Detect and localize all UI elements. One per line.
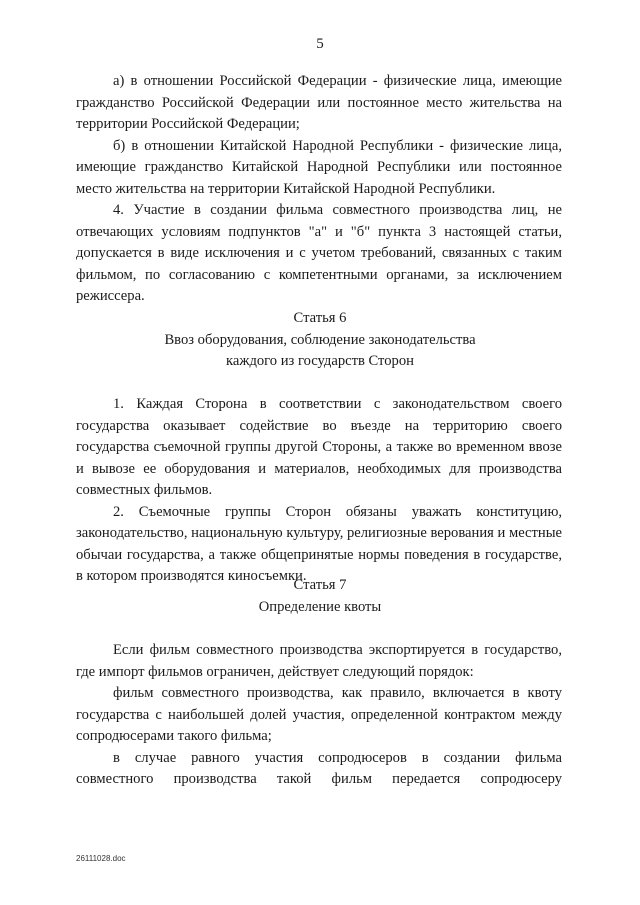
paragraph-subitem-b: б) в отношении Китайской Народной Республики - физические лица, имеющие гражданство Китайской Народной Республики или постоянное место жительства на территории Китайской Народной Республики. [76,137,562,197]
paragraph-item-4: 4. Участие в создании фильма совместного производства лиц, не отвечающих условиям подпунктов "а" и "б" пункта 3 настоящей статьи, допускается в виде исключения и с учетом требований, связанных с таким фильмом, по согласованию с компетентными органами, за исключением режиссера. [76,202,562,304]
article7-paragraph-2: фильм совместного производства, как правило, включается в квоту государства с наибольшей долей участия, определенной контрактом между сопродюсерами такого фильма; [76,685,562,744]
document-filename: 26111028.doc [76,854,126,863]
article6-title-line1: Ввоз оборудования, соблюдение законодательства [164,332,476,348]
article7-body [76,640,562,791]
article6-body [76,394,562,588]
article7-title: Определение квоты [258,599,382,615]
article7-paragraph-1: Если фильм совместного производства экспортируется в государство, где импорт фильмов ограничен, действует следующий порядок: [76,642,562,680]
article7-paragraph-3: в случае равного участия сопродюсеров в создании фильма совместного производства такой фильм передается сопродюсеру [76,749,562,787]
article6-number: Статья 6 [293,310,347,326]
article6-title-line2: каждого из государств Сторон [226,353,414,369]
article6-paragraph-1: 1. Каждая Сторона в соответствии с законодательством своего государства оказывает содействие во въезде на территорию своего государства съемочной группы другой Стороны, а также во временном ввозе и вывозе ее оборудования и материалов, необходимых для производства совместных фильмов. [76,396,562,498]
page-number: 5 [316,36,324,52]
paragraph-subitem-a: а) в отношении Российской Федерации - физические лица, имеющие гражданство Российской Федерации или постоянное место жительства на территории Российской Федерации; [76,73,562,132]
article6-paragraph-2: 2. Съемочные группы Сторон обязаны уважать конституцию, законодательство, национальную культуру, религиозные верования и местные обычаи государства, а также общепринятые нормы поведения в государстве, в котором производятся киносъемки. [76,503,562,584]
article5-continuation [76,71,562,308]
article7-number: Статья 7 [293,577,347,593]
